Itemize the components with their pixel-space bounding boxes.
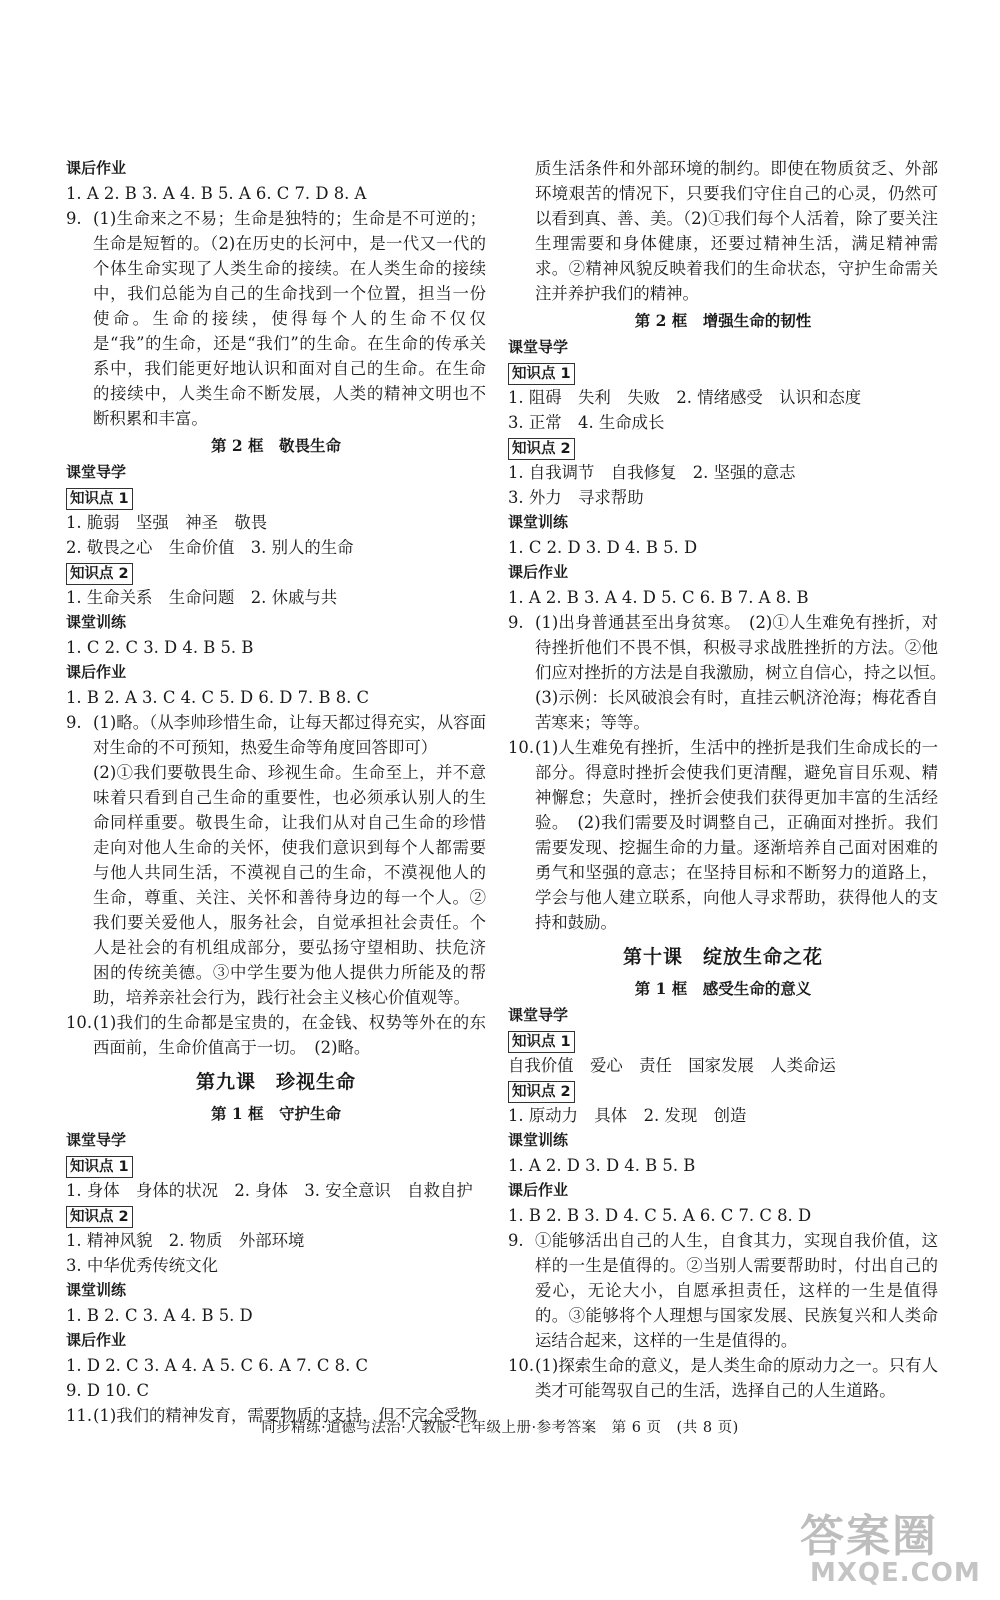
item-text: (1)略。（从李帅珍惜生命，让每天都过得充实，从容面对生命的不可预知，热爱生命等角度回答即可） (93, 713, 486, 757)
answer-line: 1. 脆弱 坚强 神圣 敬畏 (66, 513, 268, 532)
lesson-title: 第九课 珍视生命 (195, 1071, 356, 1093)
answer-line: 3. 中华优秀传统文化 (66, 1256, 218, 1275)
answer-item (66, 760, 486, 1010)
frame-title: 第 2 框 增强生命的韧性 (634, 311, 812, 330)
answer-line: 1. B 2. B 3. D 4. C 5. A 6. C 7. C 8. D (508, 1206, 812, 1225)
frame-title: 第 1 框 感受生命的意义 (634, 979, 812, 998)
section-heading: 课堂训练 (66, 613, 127, 631)
section-heading: 课堂导学 (66, 1131, 127, 1149)
answer-line: 1. 精神风貌 2. 物质 外部环境 (66, 1231, 305, 1250)
knowledge-point-label: 知识点 1 (508, 363, 575, 385)
watermark-logo (800, 1500, 985, 1595)
section-heading: 课后作业 (66, 1331, 127, 1349)
answer-line: 3. 正常 4. 生命成长 (508, 413, 665, 432)
section-heading: 课后作业 (66, 159, 127, 177)
answer-line: 1. C 2. D 3. D 4. B 5. D (508, 538, 698, 557)
knowledge-point (66, 1203, 486, 1228)
answer-line: 1. B 2. C 3. A 4. B 5. D (66, 1306, 253, 1325)
item-text: (1)人生难免有挫折，生活中的挫折是我们生命成长的一部分。得意时挫折会使我们更清醒，避免盲目乐观、精神懈怠；失意时，挫折会使我们获得更加丰富的生活经验。 (2)我们需要及时调整自己，正确面对挫折。我们需要发现、挖掘生命的力量。逐渐培养自己面对困难的勇气和坚强的意志；在坚持目标和不断努力的道路上，学会与他人建立联系，向他人寻求帮助，获得他人的支持和鼓励。 (535, 738, 938, 932)
knowledge-point-label: 知识点 1 (66, 1156, 133, 1178)
knowledge-point (508, 360, 938, 385)
answer-item (508, 735, 938, 935)
knowledge-point-label: 知识点 1 (508, 1031, 575, 1053)
item-number: 10. (508, 738, 535, 757)
frame-title: 第 2 框 敬畏生命 (210, 436, 342, 455)
item-text: (1)探索生命的意义，是人类生命的原动力之一。只有人类才可能驾驭自己的生活，选择自己的人生道路。 (535, 1356, 938, 1400)
item-number (66, 760, 93, 1010)
item-number: 9. (508, 1231, 524, 1250)
knowledge-point-label: 知识点 2 (66, 1206, 133, 1228)
answer-item (508, 610, 955, 735)
answer-line: 1. 原动力 具体 2. 发现 创造 (508, 1106, 747, 1125)
answer-line: 自我价值 爱心 责任 国家发展 人类命运 (508, 1056, 836, 1075)
knowledge-point (508, 435, 938, 460)
frame-title: 第 1 框 守护生命 (210, 1104, 342, 1123)
item-number: 10. (66, 1013, 93, 1032)
watermark-url: MXQE.COM (810, 1558, 981, 1588)
item-text: 质生活条件和外部环境的制约。即使在物质贫乏、外部环境艰苦的情况下，只要我们守住自己的心灵，仍然可以看到真、善、美。（2)①我们每个人活着，除了要关注生理需要和身体健康，还要过精神生活，满足精神需求。②精神风貌反映着我们的生命状态，守护生命需关注并养护我们的精神。 (535, 159, 938, 303)
answer-item (508, 156, 938, 306)
section-heading: 课后作业 (66, 663, 127, 681)
answer-line: 1. D 2. C 3. A 4. A 5. C 6. A 7. C 8. C (66, 1356, 369, 1375)
answer-line: 3. 外力 寻求帮助 (508, 488, 644, 507)
knowledge-point-label: 知识点 1 (66, 488, 133, 510)
item-number (508, 156, 535, 306)
item-text: (1)我们的精神发育，需要物质的支持，但不完全受物 (93, 1406, 477, 1425)
item-number: 9. (508, 613, 524, 632)
answer-line: 1. 身体 身体的状况 2. 身体 3. 安全意识 自救自护 (66, 1181, 473, 1200)
section-heading: 课堂导学 (66, 463, 127, 481)
item-text: (1)生命来之不易；生命是独特的；生命是不可逆的；生命是短暂的。（2)在历史的长河中，是一代又一代的个体生命实现了人类生命的接续。在人类生命的接续中，我们总能为自己的生命找到一个位置，担当一份使命。生命的接续，使得每个人的生命不仅仅是“我”的生命，还是“我们”的生命。在生命的传承关系中，我们能更好地认识和面对自己的生命。在生命的接续中，人类生命不断发展，人类的精神文明也不断积累和丰富。 (93, 209, 486, 428)
answer-line: 1. 生命关系 生命问题 2. 休戚与共 (66, 588, 338, 607)
item-number: 10. (508, 1356, 535, 1375)
section-heading: 课后作业 (508, 1181, 569, 1199)
item-number: 9. (66, 713, 82, 732)
answer-line: 2. 敬畏之心 生命价值 3. 别人的生命 (66, 538, 354, 557)
right-column (508, 156, 955, 1403)
item-number: 9. (66, 209, 82, 228)
answer-line: 1. B 2. A 3. C 4. C 5. D 6. D 7. B 8. C (66, 688, 370, 707)
answer-line: 1. 阻碍 失利 失败 2. 情绪感受 认识和态度 (508, 388, 862, 407)
item-text: (1)出身普通甚至出身贫寒。 (2)①人生难免有挫折，对待挫折他们不畏不惧，积极寻求战胜挫折的方法。②他们应对挫折的方法是自我激励，树立自信心，持之以恒。 (3)示例：长风破浪会有时，直挂云帆济沧海；梅花香自苦寒来；等等。 (535, 613, 955, 732)
knowledge-point (508, 1078, 938, 1103)
answer-item (66, 710, 486, 760)
knowledge-point-label: 知识点 2 (508, 1081, 575, 1103)
answer-line: 1. A 2. B 3. A 4. B 5. A 6. C 7. D 8. A (66, 184, 367, 203)
answer-line: 1. A 2. B 3. A 4. D 5. C 6. B 7. A 8. B (508, 588, 809, 607)
answer-item (66, 1010, 486, 1060)
answer-line: 1. 自我调节 自我修复 2. 坚强的意志 (508, 463, 796, 482)
section-heading: 课堂导学 (508, 338, 569, 356)
item-text: (2)①我们要敬畏生命、珍视生命。生命至上，并不意味着只看到自己生命的重要性，也必须承认别人的生命同样重要。敬畏生命，让我们从对自己生命的珍惜走向对他人生命的关怀，使我们意识到每个人都需要与他人共同生活，不漠视自己的生命，不漠视他人的生命，尊重、关注、关怀和善待身边的每一个人。②我们要关爱他人，服务社会，自觉承担社会责任。个人是社会的有机组成部分，要弘扬守望相助、扶危济困的传统美德。③中学生要为他人提供力所能及的帮助，培养亲社会行为，践行社会主义核心价值观等。 (93, 763, 486, 1007)
section-heading: 课堂导学 (508, 1006, 569, 1024)
lesson-title: 第十课 绽放生命之花 (622, 946, 823, 968)
section-heading: 课堂训练 (508, 1131, 569, 1149)
item-text: ①能够活出自己的人生，自食其力，实现自我价值，这样的一生是值得的。②当别人需要帮助时，付出自己的爱心，无论大小，自愿承担责任，这样的一生是值得的。③能够将个人理想与国家发展、民族复兴和人类命运结合起来，这样的一生是值得的。 (535, 1231, 938, 1350)
answer-item (508, 1228, 938, 1353)
answer-item (66, 206, 486, 431)
item-text: (1)我们的生命都是宝贵的，在金钱、权势等外在的东西面前，生命价值高于一切。 (2)略。 (93, 1013, 486, 1057)
answer-line: 1. A 2. D 3. D 4. B 5. B (508, 1156, 696, 1175)
knowledge-point (66, 485, 486, 510)
page-footer: 同步精练·道德与法治·人教版·七年级上册·参考答案 第 6 页 (共 8 页) (261, 1420, 739, 1436)
knowledge-point (508, 1028, 938, 1053)
section-heading: 课后作业 (508, 563, 569, 581)
knowledge-point-label: 知识点 2 (508, 438, 575, 460)
left-column (66, 156, 486, 1428)
knowledge-point (66, 560, 486, 585)
answer-item (508, 1353, 938, 1403)
section-heading: 课堂训练 (508, 513, 569, 531)
answer-line: 9. D 10. C (66, 1381, 150, 1400)
knowledge-point-label: 知识点 2 (66, 563, 133, 585)
answer-line: 1. C 2. C 3. D 4. B 5. B (66, 638, 254, 657)
section-heading: 课堂训练 (66, 1281, 127, 1299)
watermark-text: 答案圈 (800, 1511, 938, 1562)
item-number: 11. (66, 1406, 93, 1425)
knowledge-point (66, 1153, 486, 1178)
